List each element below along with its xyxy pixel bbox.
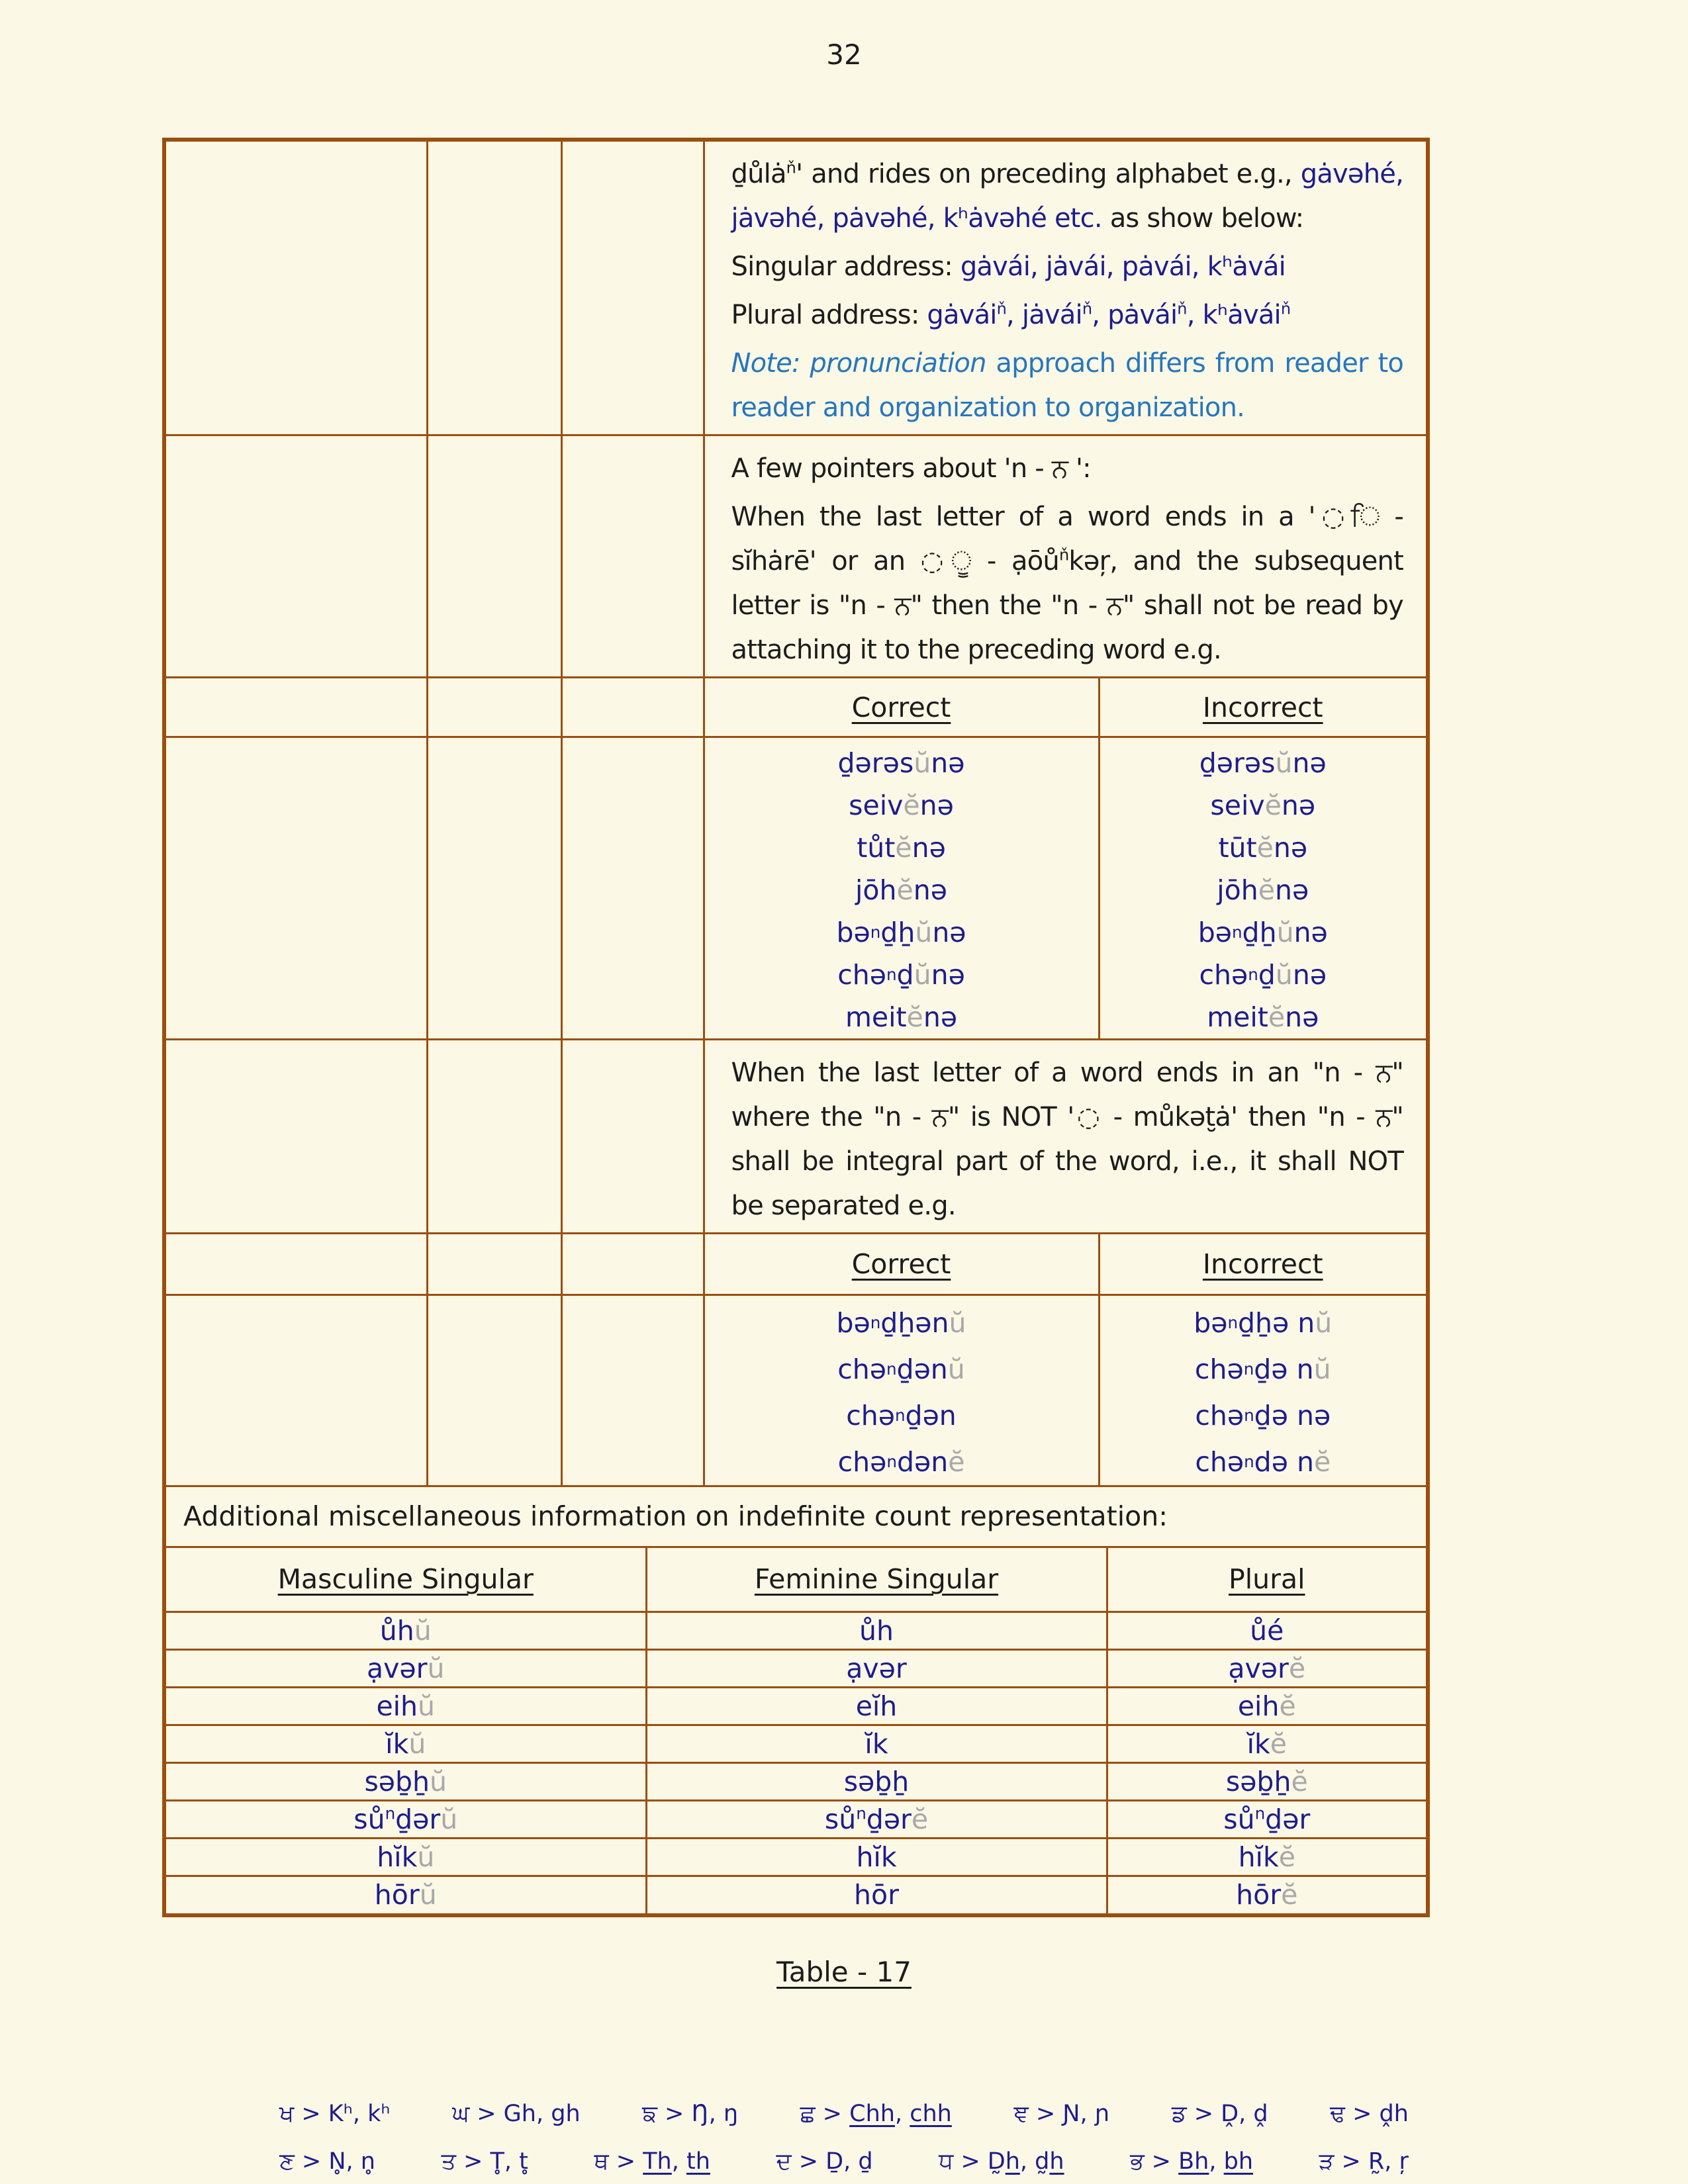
masculine-cell: hōrŭ bbox=[166, 1876, 646, 1913]
count-header-row bbox=[166, 1547, 1426, 1612]
plural-cell: ĭkĕ bbox=[1107, 1725, 1426, 1762]
legend-row-1 bbox=[279, 2101, 1409, 2127]
count-table-row bbox=[166, 1725, 1426, 1762]
table-row bbox=[166, 1040, 1426, 1234]
list-item: meit ĕ nə bbox=[845, 1001, 958, 1033]
legend-item: ਡ > Ḓ, ḓ bbox=[1171, 2101, 1268, 2127]
empty-cell bbox=[561, 1040, 704, 1234]
para3-body: When the last letter of a word ends in an "n - ਨ" where the "n - ਨ" is NOT '◌ - můkət̮ȧ' then "n - ਨ" shall be integral part of the word, i.e., it shall NOT be separated e.g. bbox=[731, 1058, 1403, 1221]
feminine-cell: hĭk bbox=[646, 1838, 1107, 1876]
para2-heading: A few pointers about 'n - ਨ ': bbox=[731, 453, 1091, 484]
empty-cell bbox=[427, 737, 561, 1040]
list-item: seiv ĕ nə bbox=[849, 790, 954, 821]
incorrect-header-1: Incorrect bbox=[1099, 678, 1426, 737]
correct-list-1 bbox=[704, 737, 1099, 1040]
masculine-cell: ůhŭ bbox=[166, 1612, 646, 1649]
legend-item: ਤ > T̥, t̥ bbox=[441, 2148, 528, 2175]
empty-cell bbox=[427, 1234, 561, 1295]
main-table bbox=[162, 138, 1430, 1917]
correct-header-1: Correct bbox=[704, 678, 1099, 737]
masculine-cell: səḇẖŭ bbox=[166, 1762, 646, 1800]
legend-item: ਛ > Chh, chh bbox=[800, 2101, 952, 2127]
plural-cell: səḇẖĕ bbox=[1107, 1762, 1426, 1800]
legend-item: ਙ > Ŋ, ŋ bbox=[642, 2101, 739, 2127]
feminine-cell: eĭh bbox=[646, 1687, 1107, 1725]
legend-item: ਞ > Ɲ, ɲ bbox=[1013, 2101, 1110, 2127]
correct-list-2 bbox=[704, 1295, 1099, 1486]
legend-row-2 bbox=[279, 2148, 1409, 2175]
count-table-row bbox=[166, 1838, 1426, 1876]
table-row bbox=[166, 737, 1426, 1040]
misc-heading: Additional miscellaneous information on indefinite count representation: bbox=[166, 1486, 1426, 1546]
count-table bbox=[166, 1546, 1426, 1914]
para2-body: When the last letter of a word ends in a '◌ਿ - sĭhȧrē' or an ◌ੂ - ạōů$^ň$kəŗ, and the subsequent letter is "n - ਨ" then the "n - ਨ" shall not be read by attaching it to the preceding word e.g. bbox=[731, 502, 1403, 665]
plural-cell: ạvərĕ bbox=[1107, 1649, 1426, 1687]
paragraph-cell-1 bbox=[704, 142, 1426, 435]
transliteration-legend bbox=[279, 2101, 1409, 2175]
list-item: chə n ḏən ŭ bbox=[837, 1353, 965, 1385]
legend-item: ਘ > Gh, gh bbox=[452, 2101, 581, 2127]
legend-item: ਣ > N̥, n̥ bbox=[279, 2148, 375, 2175]
count-table-row bbox=[166, 1876, 1426, 1913]
count-table-row bbox=[166, 1687, 1426, 1725]
empty-cell bbox=[561, 737, 704, 1040]
empty-cell bbox=[561, 678, 704, 737]
incorrect-list-1 bbox=[1099, 737, 1426, 1040]
count-table-row bbox=[166, 1800, 1426, 1838]
list-item: bə n ḏẖə n ŭ bbox=[1194, 1307, 1333, 1339]
list-item: chə n ḏən bbox=[846, 1400, 957, 1432]
count-table-row bbox=[166, 1762, 1426, 1800]
list-item: chə n ḏ ŭ nə bbox=[837, 959, 965, 991]
paragraph-cell-2 bbox=[704, 435, 1426, 678]
empty-cell bbox=[427, 142, 561, 435]
plural-header: Plural bbox=[1107, 1547, 1426, 1612]
plural-cell: hĭkĕ bbox=[1107, 1838, 1426, 1876]
list-item: bə n ḏẖ ŭ nə bbox=[836, 917, 966, 948]
masculine-cell: ạvərŭ bbox=[166, 1649, 646, 1687]
empty-cell bbox=[166, 1040, 427, 1234]
list-item: tůt ĕ nə bbox=[857, 832, 946, 864]
empty-cell bbox=[427, 435, 561, 678]
masculine-singular-header: Masculine Singular bbox=[166, 1547, 646, 1612]
feminine-cell: ạvər bbox=[646, 1649, 1107, 1687]
legend-item: ਢ > ḓh bbox=[1330, 2101, 1409, 2127]
empty-cell bbox=[166, 435, 427, 678]
plural-cell: hōrĕ bbox=[1107, 1876, 1426, 1913]
masculine-cell: $sů^nḏərŭ$ bbox=[166, 1800, 646, 1838]
list-item: chə n ḏ ŭ nə bbox=[1199, 959, 1327, 991]
empty-cell bbox=[166, 1234, 427, 1295]
table-row bbox=[166, 435, 1426, 678]
feminine-cell: ĭk bbox=[646, 1725, 1107, 1762]
legend-item: ਖ > Kʰ, kʰ bbox=[279, 2101, 391, 2127]
feminine-cell: ůh bbox=[646, 1612, 1107, 1649]
legend-item: ੜ > R̰, ŗ bbox=[1319, 2148, 1409, 2175]
list-item: chə n də n ĕ bbox=[1195, 1446, 1331, 1478]
legend-item: ਥ > Th, th bbox=[594, 2148, 710, 2175]
paragraph-cell-3 bbox=[704, 1040, 1426, 1234]
list-item: chə n ḏə n ŭ bbox=[1194, 1353, 1331, 1385]
table-row bbox=[166, 1295, 1426, 1486]
list-item: jōh ĕ nə bbox=[855, 874, 947, 906]
masculine-cell: ĭkŭ bbox=[166, 1725, 646, 1762]
list-item: bə n ḏẖən ŭ bbox=[836, 1307, 966, 1339]
plural-cell: ůé bbox=[1107, 1612, 1426, 1649]
list-item: meit ĕ nə bbox=[1207, 1001, 1319, 1033]
empty-cell bbox=[427, 1295, 561, 1486]
feminine-cell: $sů^nḏərĕ$ bbox=[646, 1800, 1107, 1838]
empty-cell bbox=[561, 1234, 704, 1295]
empty-cell bbox=[166, 678, 427, 737]
incorrect-list-2 bbox=[1099, 1295, 1426, 1486]
count-table-row bbox=[166, 1649, 1426, 1687]
para1-note: Note: pronunciation approach differs from reader to reader and organization to organization. bbox=[731, 348, 1403, 423]
para1-singular: Singular address: gȧvái, jȧvái, pȧvái, kʰȧvái bbox=[731, 251, 1286, 282]
table-row bbox=[166, 142, 1426, 435]
empty-cell bbox=[166, 737, 427, 1040]
correct-header-2: Correct bbox=[704, 1234, 1099, 1295]
table-row bbox=[166, 1234, 1426, 1295]
empty-cell bbox=[427, 678, 561, 737]
empty-cell bbox=[561, 1295, 704, 1486]
rules-table bbox=[166, 142, 1426, 1546]
empty-cell bbox=[561, 435, 704, 678]
feminine-singular-header: Feminine Singular bbox=[646, 1547, 1107, 1612]
masculine-cell: hĭkŭ bbox=[166, 1838, 646, 1876]
empty-cell bbox=[166, 1295, 427, 1486]
list-item: chə n dən ĕ bbox=[837, 1446, 965, 1478]
list-item: chə n ḏə nə bbox=[1195, 1400, 1331, 1432]
table-row bbox=[166, 1486, 1426, 1546]
list-item: seiv ĕ nə bbox=[1210, 790, 1316, 821]
feminine-cell: səḇẖ bbox=[646, 1762, 1107, 1800]
list-item: jōh ĕ nə bbox=[1217, 874, 1309, 906]
empty-cell bbox=[166, 142, 427, 435]
list-item: ḏərəs ŭ nə bbox=[1199, 747, 1327, 779]
para1-plural: Plural address: gȧvái$^ň$, jȧvái$^ň$, pȧvái$^ň$, kʰȧvái$^ň$ bbox=[731, 299, 1291, 330]
empty-cell bbox=[427, 1040, 561, 1234]
masculine-cell: eihŭ bbox=[166, 1687, 646, 1725]
incorrect-header-2: Incorrect bbox=[1099, 1234, 1426, 1295]
legend-item: ਭ > Bh, bh bbox=[1130, 2148, 1254, 2175]
list-item: ḏərəs ŭ nə bbox=[837, 747, 965, 779]
feminine-cell: hōr bbox=[646, 1876, 1107, 1913]
plural-cell: $sů^nḏər$ bbox=[1107, 1800, 1426, 1838]
table-row bbox=[166, 678, 1426, 737]
empty-cell bbox=[561, 142, 704, 435]
page-number: 32 bbox=[826, 38, 862, 71]
plural-cell: eihĕ bbox=[1107, 1687, 1426, 1725]
list-item: tūt ĕ nə bbox=[1218, 832, 1308, 864]
count-table-row bbox=[166, 1612, 1426, 1649]
para1-intro: ḏůlȧ$^ň$' and rides on preceding alphabet e.g., gȧvəhé, jȧvəhé, pȧvəhé, kʰȧvəhé etc. as show below: bbox=[731, 158, 1403, 234]
legend-item: ਦ > Ḏ, ḏ bbox=[776, 2148, 873, 2175]
list-item: bə n ḏẖ ŭ nə bbox=[1197, 917, 1328, 948]
table-caption: Table - 17 bbox=[776, 1956, 912, 1988]
legend-item: ਧ > D̰h, d̰h bbox=[939, 2148, 1064, 2175]
